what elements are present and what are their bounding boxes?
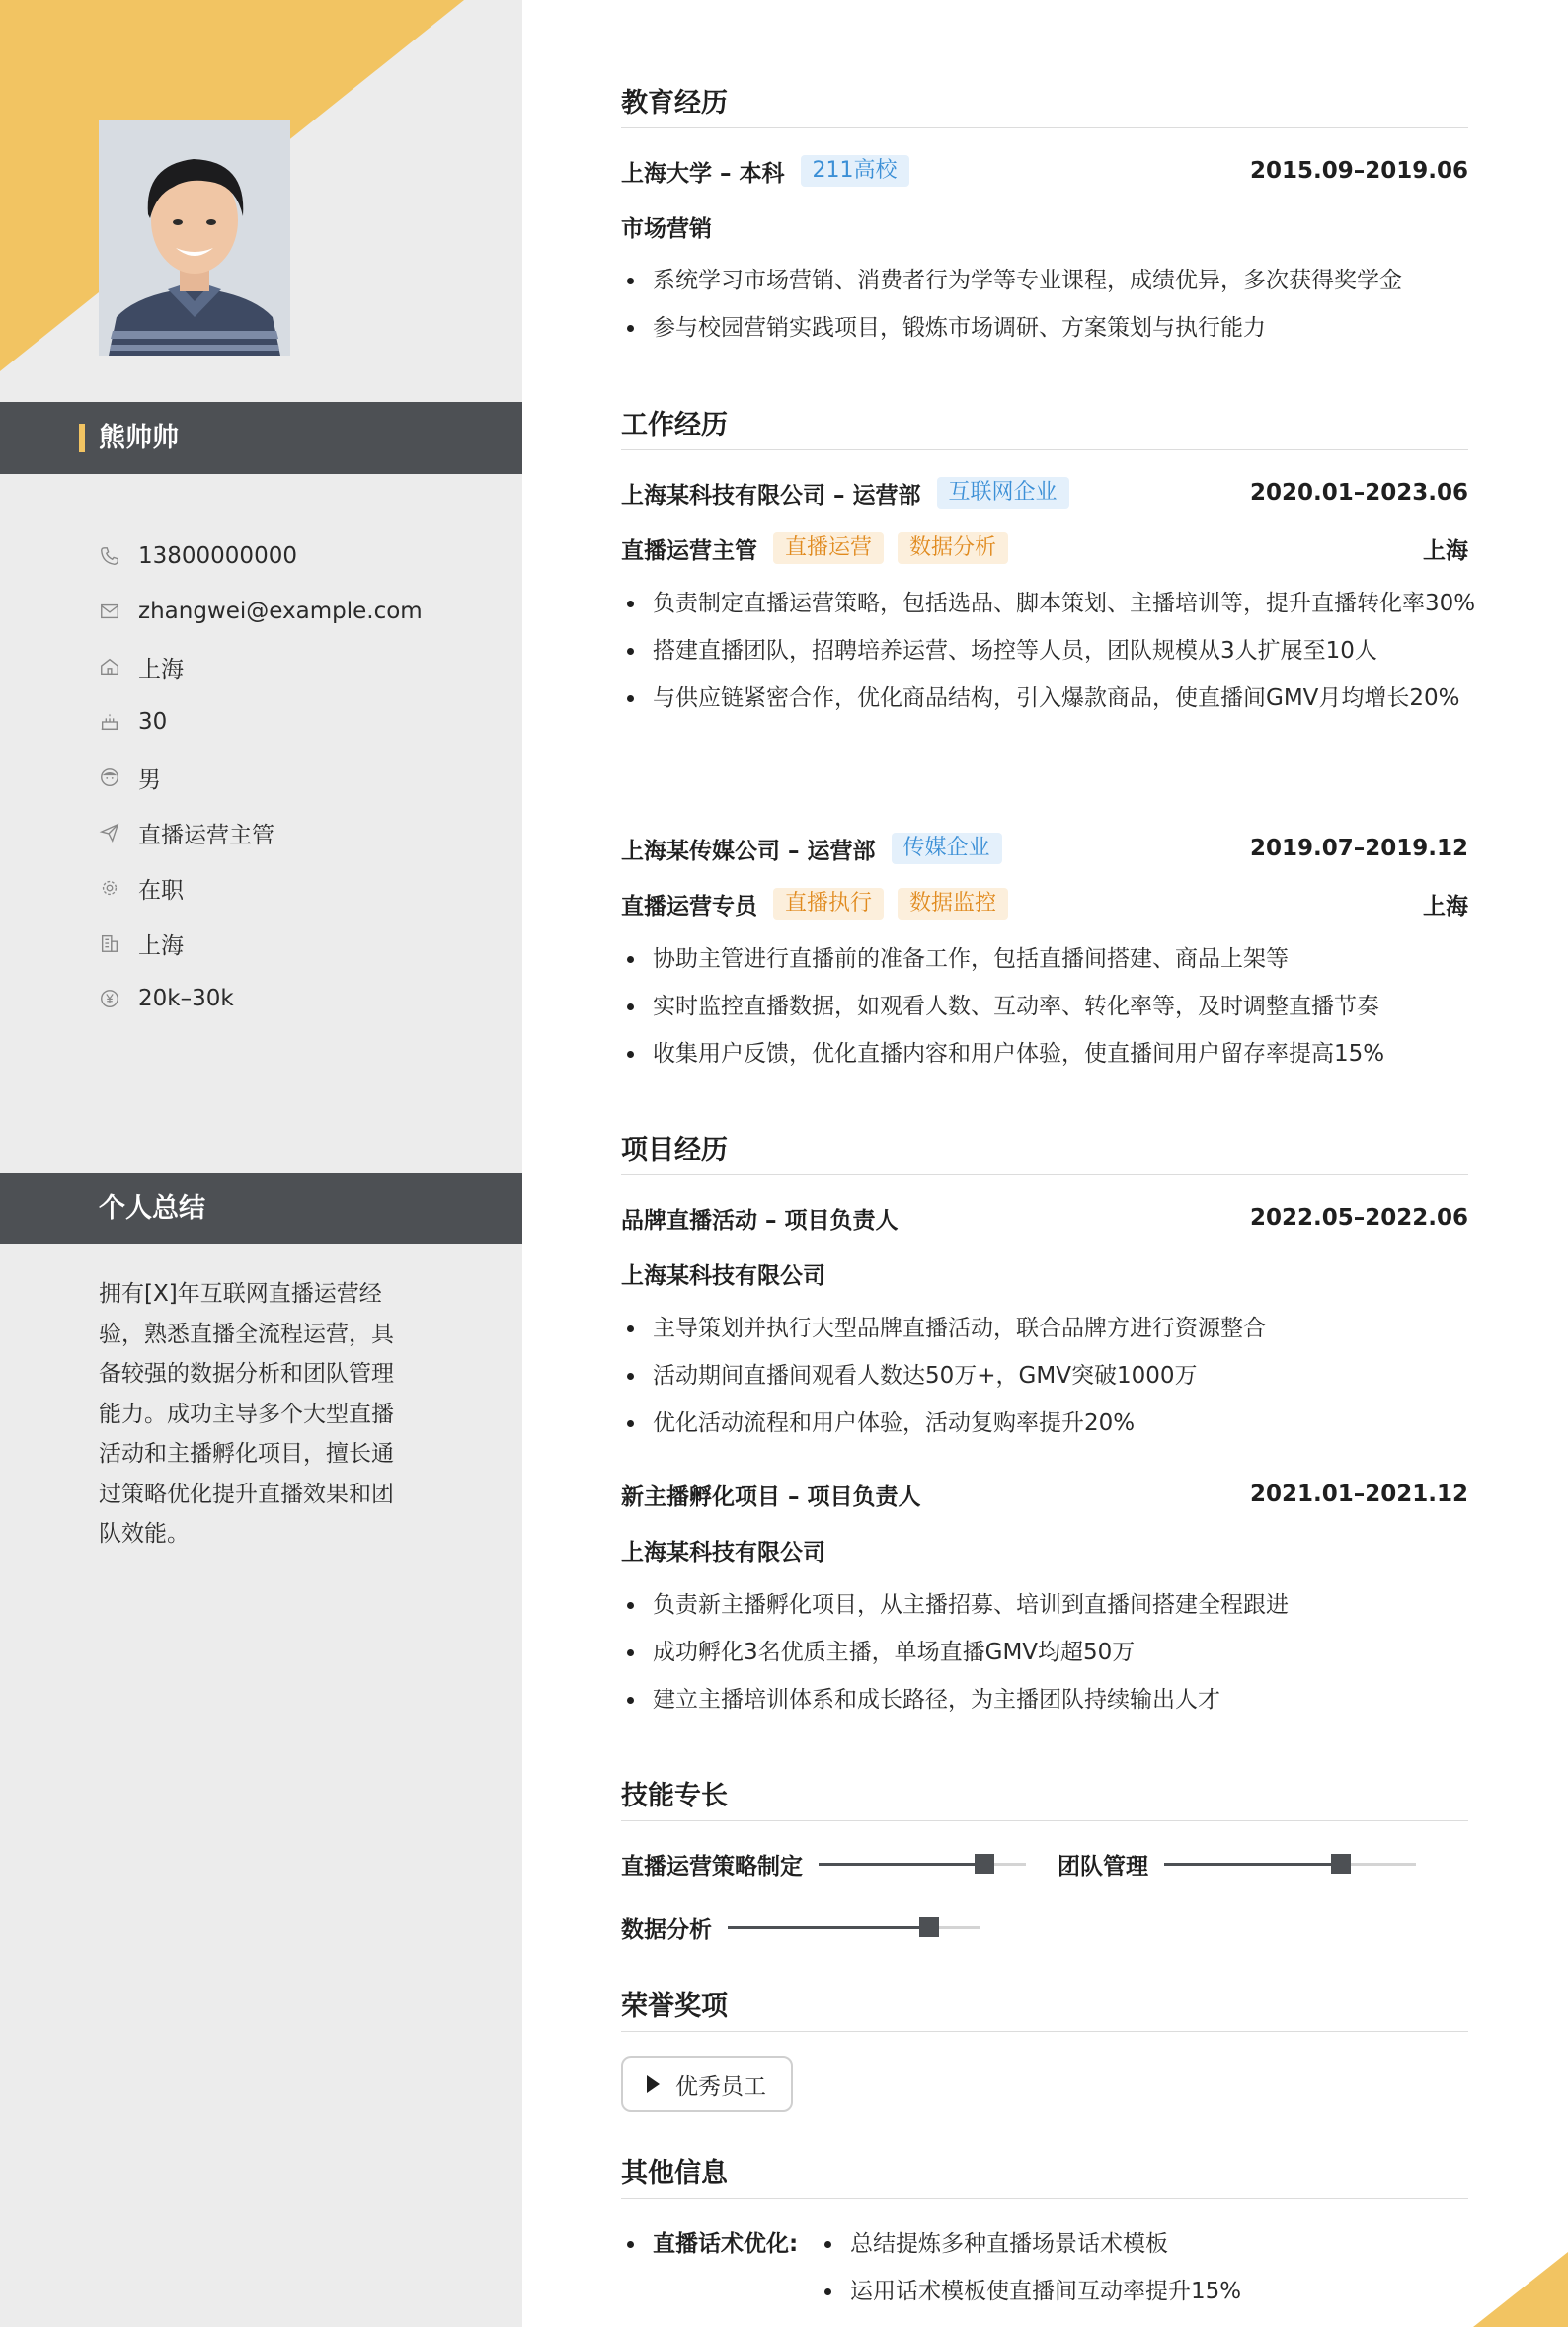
contact-age xyxy=(99,694,513,750)
project-1-org-row xyxy=(621,1253,1468,1293)
contact-gender xyxy=(99,750,513,805)
education-school-tag: 211高校 xyxy=(801,155,909,187)
skill-item xyxy=(621,1907,980,1947)
contact-list xyxy=(99,528,513,1026)
project-1-bullets xyxy=(621,1309,1468,1451)
contact-target-position xyxy=(99,805,513,860)
mail-icon xyxy=(99,601,120,622)
list-item: 收集用户反馈，优化直播内容和用户体验，使直播间用户留存率提高15% xyxy=(621,1034,1468,1074)
summary-title: 个人总结 xyxy=(99,1193,205,1224)
summary-banner xyxy=(0,1173,522,1244)
work-2-company-tag: 传媒企业 xyxy=(892,833,1002,864)
projects-section-title: 项目经历 xyxy=(621,1128,1468,1175)
education-bullets xyxy=(621,261,1468,356)
list-item: 与供应链紧密合作，优化商品结构，引入爆款商品，使直播间GMV月均增长20% xyxy=(621,679,1502,718)
work-2-period: 2019.07–2019.12 xyxy=(1249,836,1468,861)
contact-gender-value: 男 xyxy=(138,766,161,793)
list-item: 搭建直播团队，招聘培养运营、场控等人员，团队规模从3人扩展至10人 xyxy=(621,631,1468,671)
status-icon xyxy=(99,877,120,899)
work-2-role: 直播运营专员 xyxy=(621,893,757,920)
contact-residence-value: 上海 xyxy=(138,656,184,682)
decorative-corner-triangle-bottom xyxy=(1473,2252,1568,2327)
contact-job-status-value: 在职 xyxy=(138,877,184,904)
skill-level-fill xyxy=(1164,1863,1341,1866)
work-1-role: 直播运营主管 xyxy=(621,537,757,564)
work-2-header-row xyxy=(621,829,1468,868)
work-section-title: 工作经历 xyxy=(621,403,1468,450)
skill-level-bar xyxy=(728,1926,980,1929)
list-item: 实时监控直播数据，如观看人数、互动率、转化率等，及时调整直播节奏 xyxy=(621,987,1468,1026)
contact-email xyxy=(99,584,513,639)
project-2-bullets xyxy=(621,1585,1468,1727)
project-1-org: 上海某科技有限公司 xyxy=(621,1262,825,1289)
skill-level-knob xyxy=(975,1854,994,1874)
building-icon xyxy=(99,932,120,954)
work-2-skill-tag: 数据监控 xyxy=(898,888,1008,920)
skill-item xyxy=(621,1844,1026,1884)
education-period: 2015.09–2019.06 xyxy=(1249,158,1468,184)
list-item: 系统学习市场营销、消费者行为学等专业课程，成绩优异，多次获得奖学金 xyxy=(621,261,1468,300)
work-2-city: 上海 xyxy=(1423,893,1468,920)
work-2-skill-tag: 直播执行 xyxy=(773,888,884,920)
list-item: 负责新主播孵化项目，从主播招募、培训到直播间搭建全程跟进 xyxy=(621,1585,1468,1625)
yen-icon xyxy=(99,988,120,1009)
skill-level-knob xyxy=(919,1917,939,1937)
list-item: 主导策划并执行大型品牌直播活动，联合品牌方进行资源整合 xyxy=(621,1309,1468,1348)
contact-residence xyxy=(99,639,513,694)
contact-target-city xyxy=(99,916,513,971)
project-2-org: 上海某科技有限公司 xyxy=(621,1539,825,1565)
work-1-period: 2020.01–2023.06 xyxy=(1249,480,1468,506)
list-item: 总结提炼多种直播场景话术模板 xyxy=(819,2224,1450,2264)
work-2-bullets xyxy=(621,939,1468,1082)
skill-level-bar xyxy=(819,1863,1026,1866)
other-section-title: 其他信息 xyxy=(621,2151,1468,2199)
phone-icon xyxy=(99,545,120,567)
contact-salary xyxy=(99,971,513,1026)
project-2-name: 新主播孵化项目 – 项目负责人 xyxy=(621,1484,921,1510)
education-section-title: 教育经历 xyxy=(621,81,1468,128)
list-item: 协助主管进行直播前的准备工作，包括直播间搭建、商品上架等 xyxy=(621,939,1468,979)
name-accent-stripe xyxy=(79,424,85,452)
work-1-bullets xyxy=(621,584,1476,726)
project-2-org-row xyxy=(621,1530,1468,1569)
skill-name: 团队管理 xyxy=(1058,1853,1148,1880)
education-header-row xyxy=(621,151,1468,191)
education-major-row xyxy=(621,206,1468,246)
contact-email-value: zhangwei@example.com xyxy=(138,599,423,624)
list-item: 负责制定直播运营策略，包括选品、脚本策划、主播培训等，提升直播转化率30% xyxy=(621,584,1502,623)
other-info-label: 直播话术优化: xyxy=(621,2224,798,2264)
work-1-header-row xyxy=(621,473,1468,513)
other-info-bullets xyxy=(819,2224,1450,2319)
name-banner xyxy=(0,402,522,474)
cake-icon xyxy=(99,711,120,733)
face-icon xyxy=(99,766,120,788)
list-item: 成功孵化3名优质主播，单场直播GMV均超50万 xyxy=(621,1633,1468,1672)
skill-name: 数据分析 xyxy=(621,1916,712,1943)
home-icon xyxy=(99,656,120,678)
work-1-skill-tag: 数据分析 xyxy=(898,532,1008,564)
honor-label: 优秀员工 xyxy=(675,2073,766,2100)
contact-phone-value: 13800000000 xyxy=(138,543,297,569)
play-triangle-icon xyxy=(647,2075,660,2093)
contact-target-city-value: 上海 xyxy=(138,932,184,959)
list-item: 参与校园营销实践项目，锻炼市场调研、方案策划与执行能力 xyxy=(621,308,1468,348)
contact-job-status xyxy=(99,860,513,916)
education-major: 市场营销 xyxy=(621,215,712,242)
profile-name: 熊帅帅 xyxy=(99,423,179,453)
skill-level-fill xyxy=(819,1863,984,1866)
work-1-company-tag: 互联网企业 xyxy=(937,477,1069,509)
work-2-company: 上海某传媒公司 – 运营部 xyxy=(621,838,876,864)
list-item: 活动期间直播间观看人数达50万+，GMV突破1000万 xyxy=(621,1356,1468,1396)
project-2-period: 2021.01–2021.12 xyxy=(1249,1482,1468,1507)
send-icon xyxy=(99,822,120,843)
honor-badge[interactable] xyxy=(621,2056,793,2112)
skill-name: 直播运营策略制定 xyxy=(621,1853,803,1880)
profile-photo xyxy=(99,120,290,356)
work-1-skill-tag: 直播运营 xyxy=(773,532,884,564)
contact-age-value: 30 xyxy=(138,709,168,735)
sidebar xyxy=(0,0,522,2327)
list-item: 运用话术模板使直播间互动率提升15% xyxy=(819,2272,1450,2311)
contact-target-position-value: 直播运营主管 xyxy=(138,822,274,848)
project-1-name: 品牌直播活动 – 项目负责人 xyxy=(621,1207,899,1234)
project-1-period: 2022.05–2022.06 xyxy=(1249,1205,1468,1231)
contact-phone xyxy=(99,528,513,584)
skill-level-fill xyxy=(728,1926,929,1929)
list-item: 建立主播培训体系和成长路径，为主播团队持续输出人才 xyxy=(621,1680,1468,1720)
list-item: 优化活动流程和用户体验，活动复购率提升20% xyxy=(621,1404,1468,1443)
skill-item xyxy=(1058,1844,1416,1884)
skills-section-title: 技能专长 xyxy=(621,1774,1468,1821)
project-2-header-row xyxy=(621,1475,1468,1514)
work-2-role-row xyxy=(621,884,1468,923)
contact-salary-value: 20k–30k xyxy=(138,986,234,1011)
project-1-header-row xyxy=(621,1198,1468,1238)
work-1-company: 上海某科技有限公司 – 运营部 xyxy=(621,482,921,509)
work-1-city: 上海 xyxy=(1423,537,1468,564)
profile-photo-illustration xyxy=(99,120,290,356)
education-school: 上海大学 – 本科 xyxy=(621,160,785,187)
skill-level-bar xyxy=(1164,1863,1416,1866)
skill-level-knob xyxy=(1331,1854,1351,1874)
work-1-role-row xyxy=(621,528,1468,568)
honors-section-title: 荣誉奖项 xyxy=(621,1984,1468,2032)
summary-text: 拥有[X]年互联网直播运营经验，熟悉直播全流程运营，具备较强的数据分析和团队管理能力。成功主导多个大型直播活动和主播孵化项目，擅长通过策略优化提升直播效果和团队效能。 xyxy=(99,1281,394,1547)
